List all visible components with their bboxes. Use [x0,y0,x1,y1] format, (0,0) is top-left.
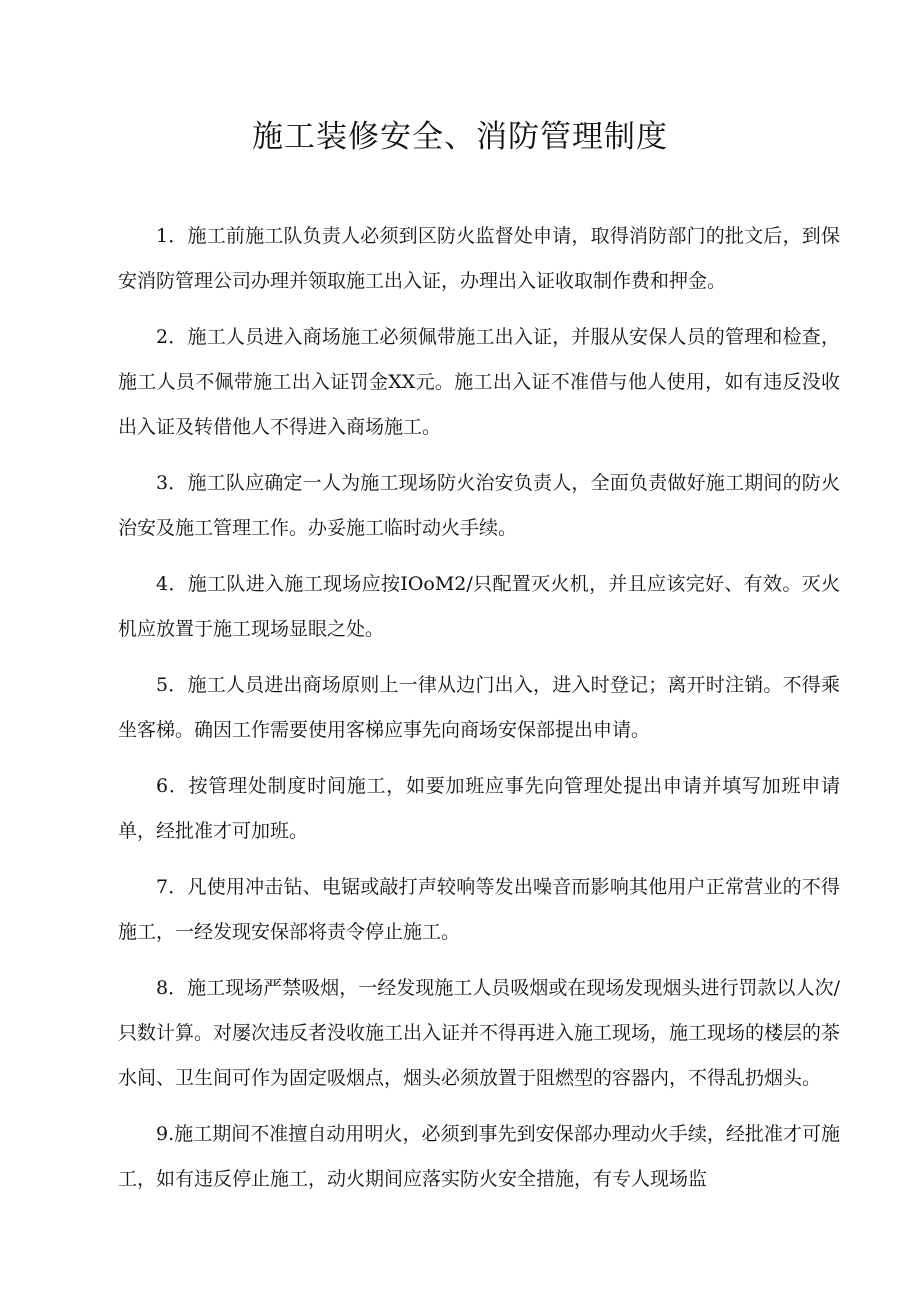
paragraph-separator: . [168,1123,175,1145]
paragraph-separator: ． [168,977,188,999]
paragraph-6 [118,764,840,854]
paragraph-number: 6 [156,775,169,797]
paragraph-text: 施工前施工队负责人必须到区防火监督处申请，取得消防部门的批文后，到保安消防管理公司办理并领取施工出入证，办理出入证收取制作费和押金。 [118,225,840,292]
paragraph-text: 按管理处制度时间施工，如要加班应事先向管理处提出申请并填写加班申请单，经批准才可加班。 [118,775,840,842]
paragraph-number: 9 [156,1123,169,1145]
paragraph-separator: ． [168,472,188,494]
paragraph-text: 施工队进入施工现场应按IOoM2/只配置灭火机，并且应该完好、有效。灭火机应放置于施工现场显眼之处。 [118,573,840,640]
paragraph-text: 施工现场严禁吸烟，一经发现施工人员吸烟或在现场发现烟头进行罚款以人次/只数计算。对屡次违反者没收施工出入证并不得再进入施工现场，施工现场的楼层的茶水间、卫生间可作为固定吸烟点，烟头必须放置于阻燃型的容器内，不得乱扔烟头。 [118,977,841,1089]
paragraph-2 [118,315,840,450]
paragraph-text: 施工人员进出商场原则上一律从边门出入，进入时登记；离开时注销。不得乘坐客梯。确因工作需要使用客梯应事先向商场安保部提出申请。 [118,674,840,741]
paragraph-separator: ． [168,573,188,595]
paragraph-text: 施工队应确定一人为施工现场防火治安负责人，全面负责做好施工期间的防火治安及施工管理工作。办妥施工临时动火手续。 [118,472,840,539]
paragraph-7 [118,865,840,955]
paragraph-number: 2 [156,326,169,348]
paragraph-number: 5 [156,674,169,696]
paragraph-text: 施工人员进入商场施工必须佩带施工出入证，并服从安保人员的管理和检查，施工人员不佩带施工出入证罚金XX元。施工出入证不准借与他人使用，如有违反没收出入证及转借他人不得进入商场施工。 [118,326,840,438]
paragraph-number: 3 [156,472,169,494]
paragraph-number: 7 [156,876,169,898]
paragraph-3 [118,461,840,551]
paragraph-4 [118,562,840,652]
paragraph-5 [118,663,840,753]
document-title: 施工装修安全、消防管理制度 [252,119,668,155]
paragraph-text: 施工期间不准擅自动用明火，必须到事先到安保部办理动火手续，经批准才可施工，如有违反停止施工，动火期间应落实防火安全措施，有专人现场监 [118,1123,840,1190]
paragraph-8 [118,966,840,1101]
paragraph-separator: ． [168,876,188,898]
paragraph-number: 1 [156,225,169,247]
paragraph-text: 凡使用冲击钻、电锯或敲打声较响等发出噪音而影响其他用户正常营业的不得施工，一经发现安保部将责令停止施工。 [118,876,840,943]
document-body [118,214,840,1213]
paragraph-separator: ． [168,225,188,247]
paragraph-1 [118,214,840,304]
paragraph-separator: ． [168,775,189,797]
paragraph-number: 8 [156,977,169,999]
paragraph-number: 4 [156,573,169,595]
paragraph-separator: ． [168,674,188,696]
paragraph-9 [118,1112,840,1202]
paragraph-separator: ． [168,326,188,348]
